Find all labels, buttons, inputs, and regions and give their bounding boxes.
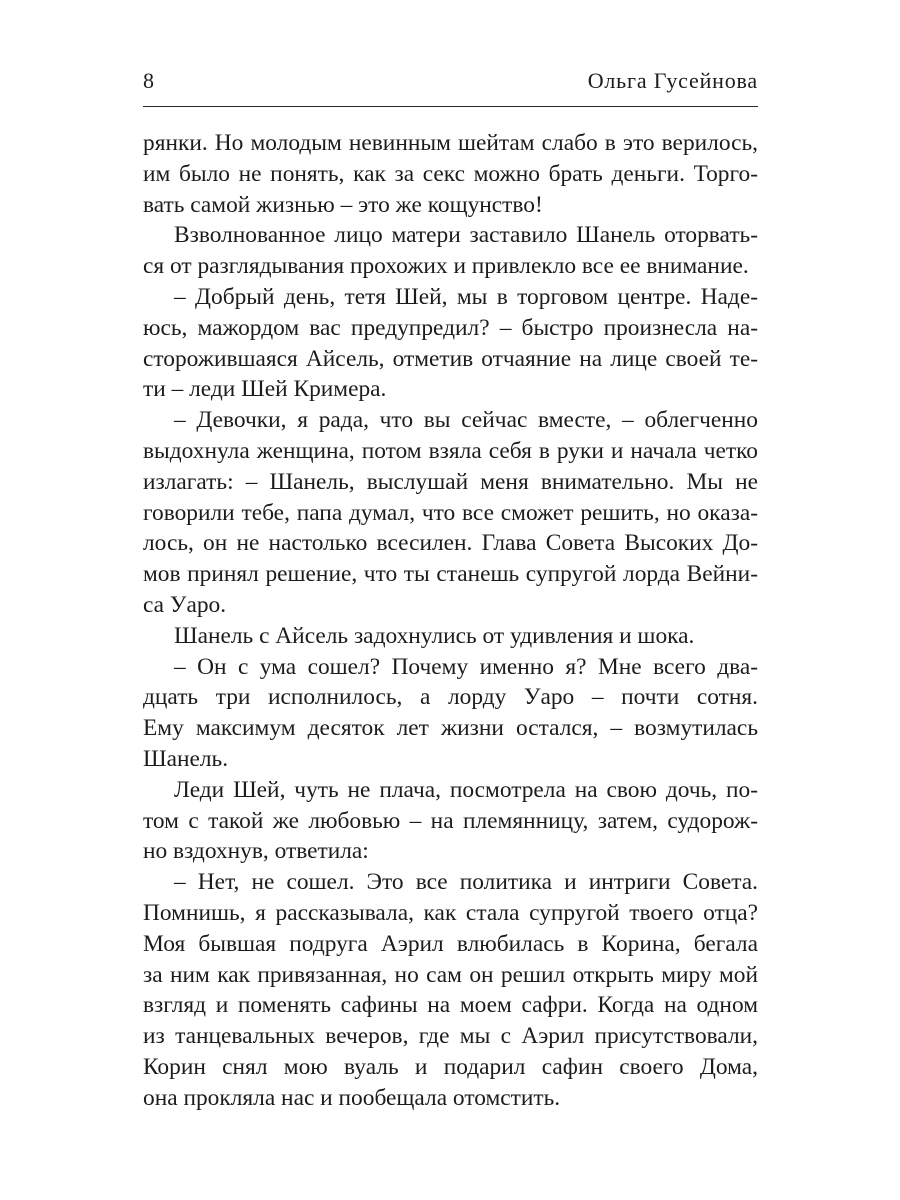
text-line: лось, он не настолько всесилен. Глава Совета Высоких До- [143, 530, 758, 557]
text-line: дцать три исполнилось, а лорду Уаро – почти сотня. [143, 684, 758, 711]
text-line: им было не понять, как за секс можно брать деньги. Торго- [143, 160, 758, 187]
text-line: – Девочки, я рада, что вы сейчас вместе, – облегченно [174, 407, 758, 434]
text-line: рянки. Но молодым невинным шейтам слабо в это верилось, [143, 130, 758, 156]
text-line: ся от разглядывания прохожих и привлекло все ее внимание. [143, 253, 749, 280]
text-line: из танцевальных вечеров, где мы с Аэрил присутствовали, [143, 1023, 758, 1050]
text-line: ти – леди Шей Кримера. [143, 376, 387, 403]
running-title: Ольга Гусейнова [587, 68, 758, 93]
text-line: излагать: – Шанель, выслушай меня внимательно. Мы не [143, 468, 758, 495]
body-text [143, 128, 758, 1114]
text-line: юсь, мажордом вас предупредил? – быстро произнесла на- [143, 314, 758, 341]
text-line: Леди Шей, чуть не плача, посмотрела на свою дочь, по- [174, 776, 758, 803]
text-line: Взволнованное лицо матери заставило Шанель оторвать- [174, 222, 758, 249]
text-line: но вздохнув, ответила: [143, 838, 369, 865]
text-line: мов принял решение, что ты станешь супругой лорда Вейни- [143, 561, 758, 588]
text-line: Шанель. [143, 745, 229, 772]
text-line: Шанель с Айсель задохнулись от удивления и шока. [174, 622, 695, 649]
text-line: говорили тебе, папа думал, что все сможет решить, но оказа- [143, 499, 758, 526]
text-line: – Добрый день, тетя Шей, мы в торговом центре. Наде- [174, 283, 758, 310]
text-line: – Он с ума сошел? Почему именно я? Мне всего два- [174, 653, 758, 680]
text-line: взгляд и поменять сафины на моем сафри. Когда на одном [143, 992, 758, 1019]
text-line: за ним как привязанная, но сам он решил открыть миру мой [143, 961, 758, 988]
text-line: Ему максимум десяток лет жизни остался, – возмутилась [143, 715, 758, 742]
text-line: Корин снял мою вуаль и подарил сафин своего Дома, [143, 1053, 758, 1080]
text-line: Помнишь, я рассказывала, как стала супругой твоего отца? [143, 899, 758, 926]
text-line: са Уаро. [143, 591, 227, 618]
page-number: 8 [143, 68, 154, 93]
text-line: Моя бывшая подруга Аэрил влюбилась в Корина, бегала [143, 930, 758, 957]
text-line: – Нет, не сошел. Это все политика и интриги Совета. [174, 869, 758, 896]
running-head [143, 66, 758, 107]
text-line: сторожившаяся Айсель, отметив отчаяние на лице своей те- [143, 345, 758, 372]
text-line: она прокляла нас и пообещала отомстить. [143, 1084, 561, 1111]
text-line: выдохнула женщина, потом взяла себя в руки и начала четко [143, 437, 758, 464]
text-line: вать самой жизнью – это же кощунство! [143, 191, 543, 218]
text-line: том с такой же любовью – на племянницу, затем, судорож- [143, 807, 758, 834]
